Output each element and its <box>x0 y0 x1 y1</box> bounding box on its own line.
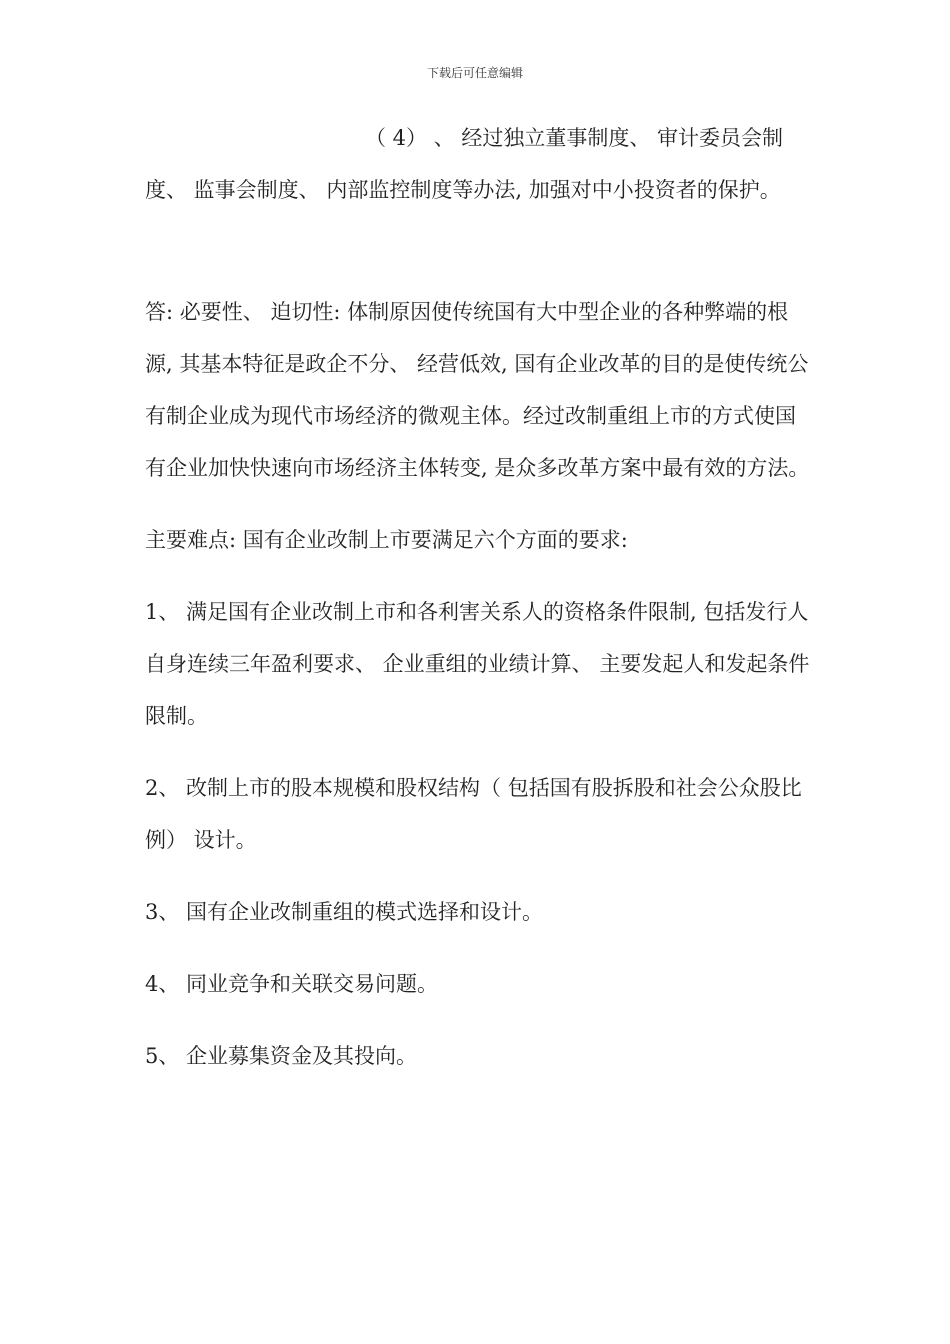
list-item-1: 1、 满足国有企业改制上市和各利害关系人的资格条件限制, 包括发行人自身连续三年盈利要求、 企业重组的业绩计算、 主要发起人和发起条件限制。 <box>145 600 810 728</box>
difficulty-heading: 主要难点: 国有企业改制上市要满足六个方面的要求: <box>145 528 628 552</box>
list-item-4: 4、 同业竞争和关联交易问题。 <box>145 972 439 996</box>
page-header: 下载后可任意编辑 <box>426 66 523 80</box>
spacer <box>145 216 810 286</box>
list-item-2: 2、 改制上市的股本规模和股权结构（ 包括国有股拆股和社会公众股比例） 设计。 <box>145 776 802 852</box>
document-body <box>145 112 810 1082</box>
spacer <box>145 566 810 586</box>
spacer <box>145 494 810 514</box>
spacer <box>145 866 810 886</box>
spacer <box>145 742 810 762</box>
list-item-3: 3、 国有企业改制重组的模式选择和设计。 <box>145 900 544 924</box>
spacer <box>145 938 810 958</box>
answer-paragraph: 答: 必要性、 迫切性: 体制原因使传统国有大中型企业的各种弊端的根源, 其基本特征是政企不分、 经营低效, 国有企业改革的目的是使传统公有制企业成为现代市场经济的微观主体。经过改制重组上市的方式使国有企业加快快速向市场经济主体转变, 是众多改革方案中最有效的方法。 <box>145 300 810 480</box>
intro-paragraph: （ 4） 、 经过独立董事制度、 审计委员会制度、 监事会制度、 内部监控制度等办法, 加强对中小投资者的保护。 <box>145 126 784 202</box>
list-item-5: 5、 企业募集资金及其投向。 <box>145 1044 418 1068</box>
spacer <box>145 1010 810 1030</box>
